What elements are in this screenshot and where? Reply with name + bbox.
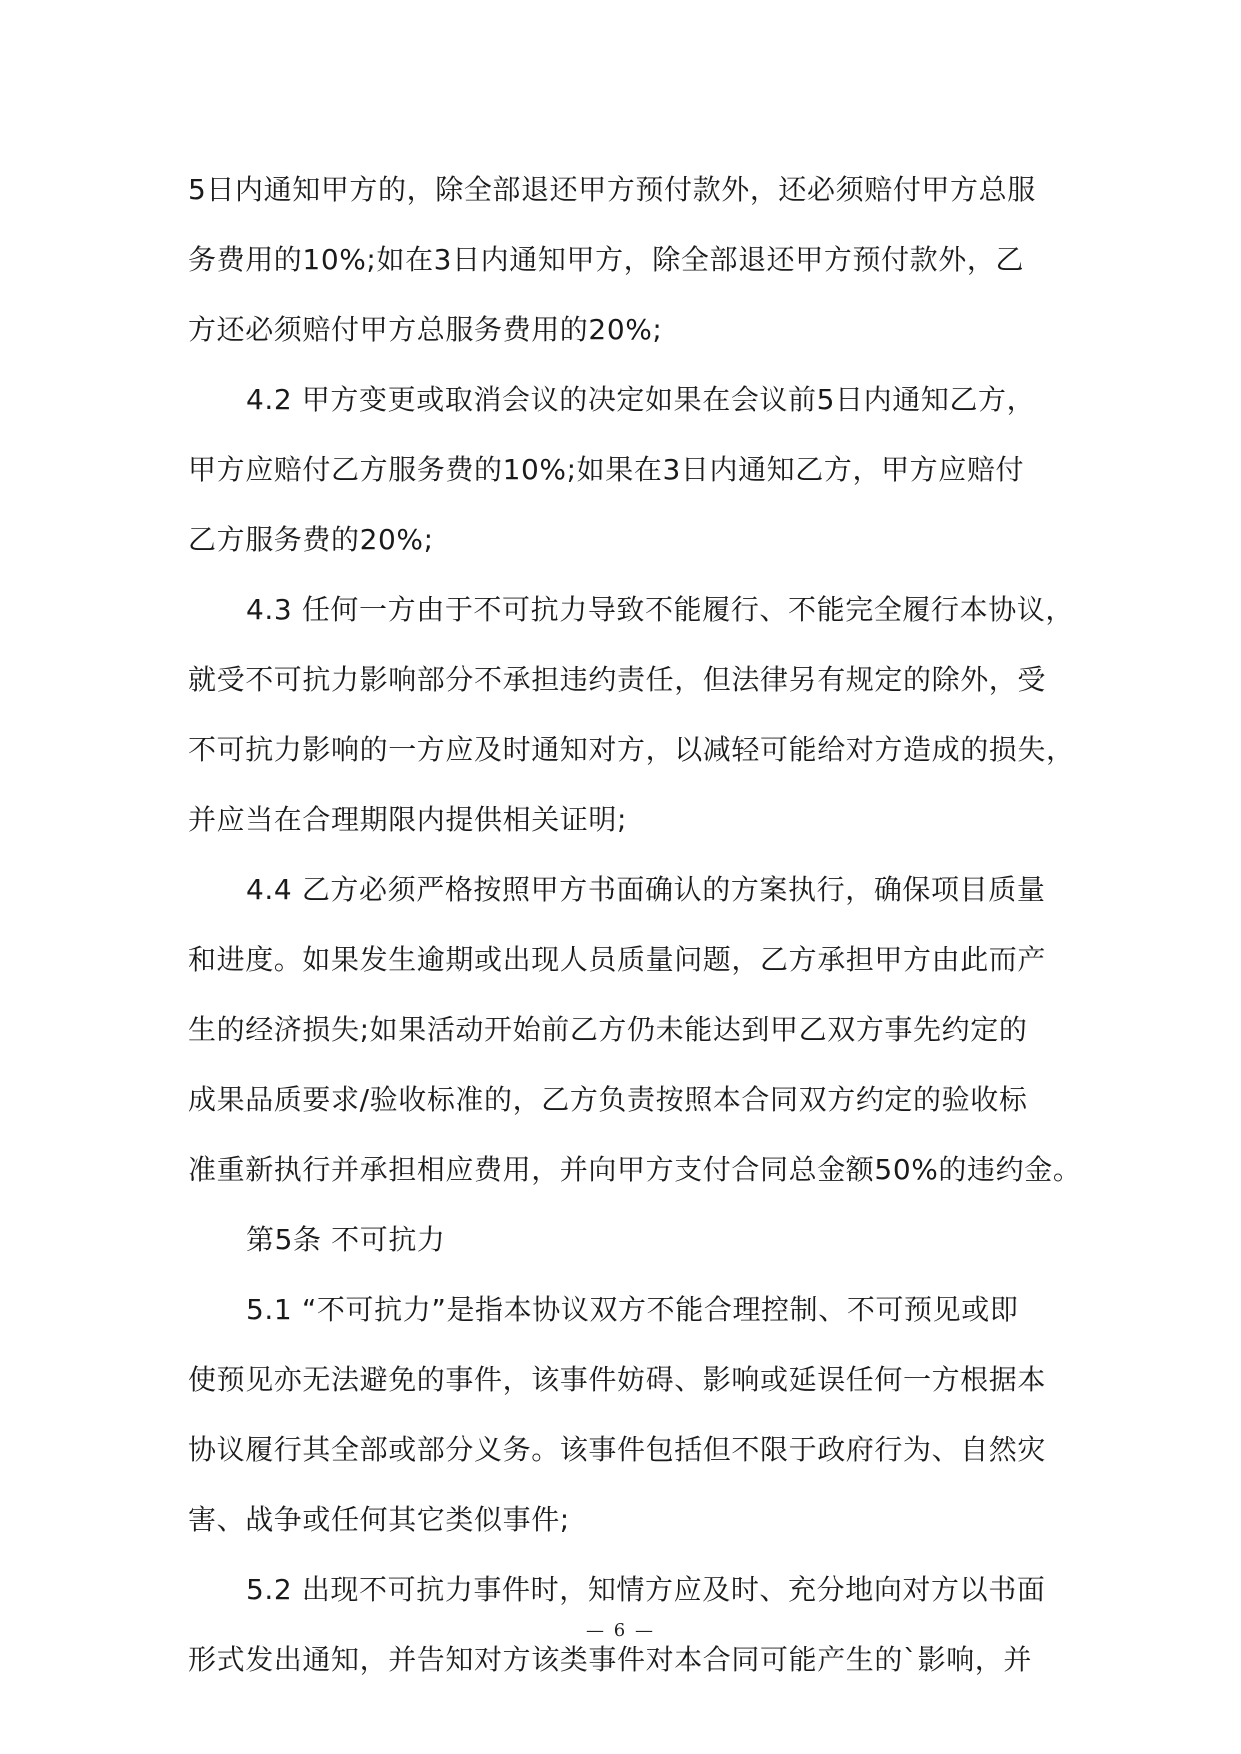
text-line: 生的经济损失;如果活动开始前乙方仍未能达到甲乙双方事先约定的 <box>188 1013 1028 1046</box>
text-line: 4.2 甲方变更或取消会议的决定如果在会议前5日内通知乙方， <box>246 383 1036 416</box>
text-line: 准重新执行并承担相应费用，并向甲方支付合同总金额50%的违约金。 <box>188 1153 1082 1186</box>
text-line: 甲方应赔付乙方服务费的10%;如果在3日内通知乙方，甲方应赔付 <box>188 453 1025 486</box>
text-line: 4.3 任何一方由于不可抗力导致不能履行、不能完全履行本协议， <box>246 593 1075 626</box>
text-line: 形式发出通知，并告知对方该类事件对本合同可能产生的`影响，并 <box>188 1643 1033 1676</box>
text-line: 乙方服务费的20%; <box>188 523 434 556</box>
text-line: 协议履行其全部或部分义务。该事件包括但不限于政府行为、自然灾 <box>188 1433 1047 1466</box>
text-line: 使预见亦无法避免的事件，该事件妨碍、影响或延误任何一方根据本 <box>188 1363 1047 1396</box>
text-line: 5.1 “不可抗力”是指本协议双方不能合理控制、不可预见或即 <box>246 1293 1019 1326</box>
text-line: 就受不可抗力影响部分不承担违约责任，但法律另有规定的除外，受 <box>188 663 1047 696</box>
text-line: 和进度。如果发生逾期或出现人员质量问题，乙方承担甲方由此而产 <box>188 943 1047 976</box>
text-line: 4.4 乙方必须严格按照甲方书面确认的方案执行，确保项目质量 <box>246 873 1046 906</box>
text-line: 5日内通知甲方的，除全部退还甲方预付款外，还必须赔付甲方总服 <box>188 173 1036 206</box>
text-line: 方还必须赔付甲方总服务费用的20%; <box>188 313 663 346</box>
text-line: 不可抗力影响的一方应及时通知对方，以减轻可能给对方造成的损失， <box>188 733 1075 766</box>
text-line: 第5条 不可抗力 <box>246 1223 446 1256</box>
text-line: 并应当在合理期限内提供相关证明; <box>188 803 628 836</box>
text-line: 成果品质要求/验收标准的，乙方负责按照本合同双方约定的验收标 <box>188 1083 1028 1116</box>
text-line: 5.2 出现不可抗力事件时，知情方应及时、充分地向对方以书面 <box>246 1573 1046 1606</box>
page-number: — 6 — <box>586 1620 655 1641</box>
document-body <box>188 155 1082 1695</box>
text-line: 害、战争或任何其它类似事件; <box>188 1503 570 1536</box>
text-line: 务费用的10%;如在3日内通知甲方，除全部退还甲方预付款外，乙 <box>188 243 1025 276</box>
